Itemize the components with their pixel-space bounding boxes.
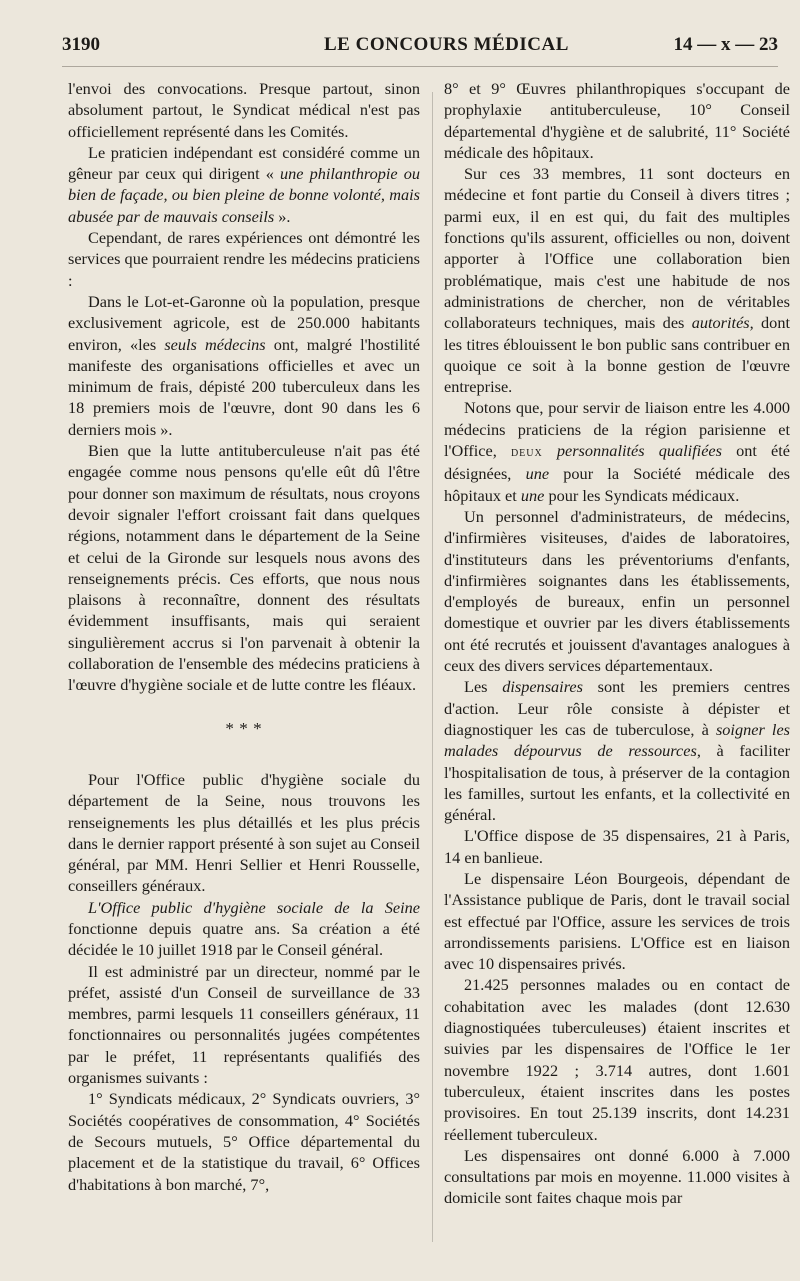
journal-title: LE CONCOURS MÉDICAL <box>324 34 569 55</box>
column-divider <box>432 92 433 1242</box>
paragraph: Bien que la lutte antituberculeuse n'ait pas été engagée comme nous pensons qu'elle eût dû l'être pour donner son maximum de résultats, nous croyons devoir signaler l'effort croissant fait dans quelques régions, notamment dans le département de la Seine et celui de la Gironde sur lesquels nous avons des renseignements précis. Ces efforts, que nous nous plaisons à reconnaître, donnent des résultats évidemment insuffisants, mais qui seraient singulièrement accrus si l'on parvenait à obtenir la collaboration de l'ensemble des médecins praticiens à l'œuvre d'hygiène sociale et de lutte contre les fléaux. <box>68 441 420 695</box>
paragraph: 21.425 personnes malades ou en contact de cohabitation avec les malades (dont 12.630 diagnostiquées tuberculeuses) étaient inscrites et suivies par les dispensaires de l'Office le 1er novembre 1922 ; 3.714 autres, dont 1.601 tuberculeux, étaient inscrites dans les postes provisoires. En tout 25.139 inscrits, dont 14.231 réellement tuberculeux. <box>444 975 790 1144</box>
paragraph: Notons que, pour servir de liaison entre les 4.000 médecins praticiens de la région parisienne et l'Office, deux personnalités qualifiées ont été désignées, une pour la Société médicale des hôpitaux et une pour les Syndicats médicaux. <box>444 398 791 505</box>
paragraph: Les dispensaires sont les premiers centres d'action. Leur rôle consiste à dépister et diagnostiquer les cas de tuberculose, à soigner les malades dépourvus de ressources, à faciliter l'hospitalisation de tous, à préserver de la contagion les familles, surtout les enfants, et la collectivité en général. <box>444 677 791 825</box>
paragraph: L'Office public d'hygiène sociale de la Seine fonctionne depuis quatre ans. Sa création a été décidée le 10 juillet 1918 par le Conseil général. <box>68 897 420 960</box>
paragraph: Pour l'Office public d'hygiène sociale du département de la Seine, nous trouvons les renseignements les plus détaillés et les plus précis dans le dernier rapport présenté à son sujet au Conseil général, par MM. Henri Sellier et Henri Rousselle, conseillers généraux. <box>68 769 420 896</box>
paragraph: Le praticien indépendant est considéré comme un gêneur par ceux qui dirigent « une philanthropie ou bien de façade, ou bien pleine de bonne volonté, mais abusée par de mauvais conseils ». <box>68 142 421 226</box>
paragraph: 1° Syndicats médicaux, 2° Syndicats ouvriers, 3° Sociétés coopératives de consommation, 4° Sociétés de Secours mutuels, 5° Office départemental du placement et de la statistique du travail, 6° Offices d'habitations à bon marché, 7°, <box>68 1089 420 1194</box>
section-separator: * * * <box>225 718 263 738</box>
paragraph: Dans le Lot-et-Garonne où la population, presque exclusivement agricole, est de 250.000 habitants environ, «les seuls médecins ont, malgré l'hostilité manifeste des organisations officielles et avec un minimum de frais, dépisté 200 tuberculeux dans les 18 premiers mois de l'œuvre, dont 90 dans les 6 derniers mois ». <box>68 291 420 439</box>
paragraph: Il est administré par un directeur, nommé par le préfet, assisté d'un Conseil de surveillance de 33 membres, parmi lesquels 11 conseillers généraux, 11 fonctionnaires ou personnalités jugées compétentes par le préfet, 11 représentants qualifiés des organismes suivants : <box>68 961 420 1088</box>
paragraph: Le dispensaire Léon Bourgeois, dépendant de l'Assistance publique de Paris, dont le travail social est effectué par l'Office, assure les services de trois arrondissements parisiens. L'Office est en liaison avec 10 dispensaires privés. <box>444 868 790 974</box>
paragraph: 8° et 9° Œuvres philanthropiques s'occupant de prophylaxie antituberculeuse, 10° Conseil départemental d'hygiène et de salubrité, 11° Société médicale des hôpitaux. <box>444 79 790 162</box>
paragraph: l'envoi des convocations. Presque partout, sinon absolument partout, le Syndicat médical n'est pas officiellement représenté dans les Comités. <box>68 79 420 141</box>
page-number: 3190 <box>62 34 100 55</box>
paragraph: Cependant, de rares expériences ont démontré les services que pourraient rendre les médecins praticiens : <box>68 228 420 290</box>
issue-date: 14 — x — 23 <box>673 34 778 55</box>
paragraph: L'Office dispose de 35 dispensaires, 21 à Paris, 14 en banlieue. <box>444 826 790 867</box>
paragraph: Sur ces 33 membres, 11 sont docteurs en médecine et font partie du Conseil à divers titres ; parmi eux, il en est qui, du fait des multiples fonctions qu'ils assurent, officielles ou non, doivent apporter à l'Office une collaboration bien problématique, mais c'est une habitude de nos administrations de chercher, non de véritables collaborateurs techniques, mais des autorités, dont les titres éblouissent le bon public sans contribuer en quoique ce soit à la bonne gestion de l'œuvre entreprise. <box>444 164 790 397</box>
right-column <box>444 78 790 1209</box>
header-rule <box>62 66 778 67</box>
paragraph: Un personnel d'administrateurs, de médecins, d'infirmières visiteuses, d'aides de laboratoires, d'instituteurs dans les préventoriums d'enfants, d'infirmières soignantes dans les établissements, d'employés de bureaux, enfin un personnel domestique et ouvrier par les divers établissements ont été recrutés et jouissent d'avantages analogues à ceux des divers services départementaux. <box>444 506 790 676</box>
left-column <box>68 78 420 1195</box>
page-header <box>62 30 778 64</box>
paragraph: Les dispensaires ont donné 6.000 à 7.000 consultations par mois en moyenne. 11.000 visites à domicile sont faites chaque mois par <box>444 1145 790 1208</box>
